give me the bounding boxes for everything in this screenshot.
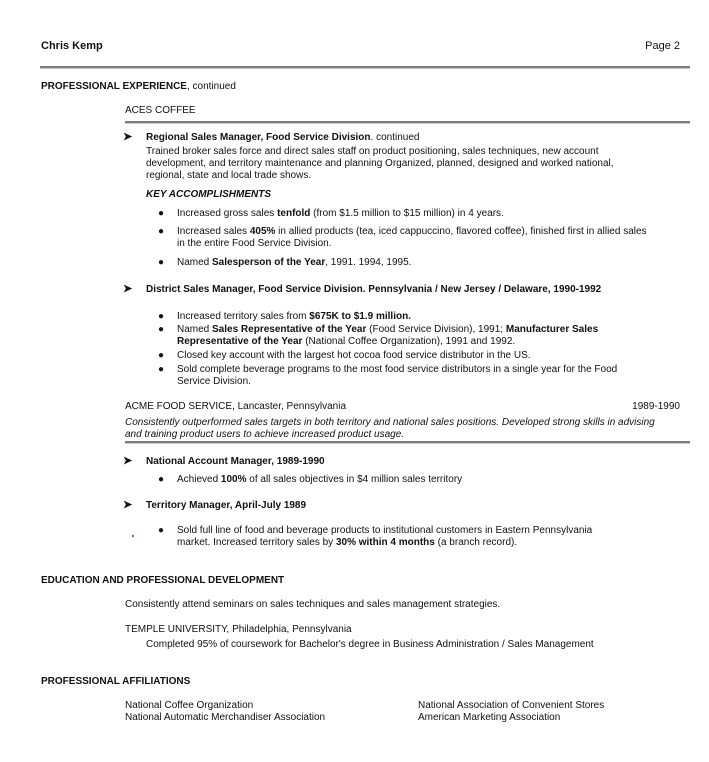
accomplishment-item (177, 324, 632, 348)
school-location: , Philadelphia, Pennsylvania (226, 624, 352, 635)
item-highlight: 100% (220, 474, 247, 485)
arrow-bullet-icon: ➤ (123, 131, 133, 143)
item-text: Increased gross sales (177, 208, 278, 219)
bullet-dot-icon: ● (158, 311, 165, 322)
accomplishment-item (177, 474, 647, 486)
bullet-dot-icon: ● (158, 257, 165, 268)
arrow-bullet-icon: ➤ (123, 455, 133, 467)
accomplishments-heading: KEY ACCOMPLISHMENTS (146, 189, 272, 200)
item-text: , 1991. 1994, 1995. (325, 257, 412, 268)
role-description: Trained broker sales force and direct sales staff on product positioning, sales techniques, new account development, and territory maintenance and planning Organized, planned, designed and worked national, regional, state and local trade shows. (146, 146, 614, 181)
bullet-dot-icon: ● (158, 350, 165, 361)
company-name-acme (125, 401, 346, 413)
company-divider-acme (125, 441, 690, 444)
affiliation-item: National Association of Convenient Stores (418, 700, 605, 711)
section-heading-affiliations: PROFESSIONAL AFFILIATIONS (41, 676, 191, 687)
section-heading-experience (41, 81, 236, 93)
item-text: Sold full line of food and beverage products to institutional customers in Eastern Pennsylvania market. Increased territory sales by (177, 525, 593, 548)
resume-owner-name: Chris Kemp (41, 40, 103, 52)
item-highlight: 405% (249, 226, 276, 237)
bullet-dot-icon: ● (158, 364, 165, 375)
item-highlight: $675K to $1.9 million. (309, 311, 411, 322)
role-title-regional-sales-manager (146, 132, 419, 144)
affiliation-item: American Marketing Association (418, 712, 561, 723)
accomplishment-item (177, 208, 647, 220)
role-title-territory-manager: Territory Manager, April-July 1989 (146, 500, 307, 511)
bullet-dot-icon: ● (158, 226, 165, 237)
item-highlight: tenfold (277, 208, 311, 219)
stray-mark (132, 535, 134, 537)
item-text: Increased territory sales from (177, 311, 310, 322)
item-text: of all sales objectives in $4 million sales territory (246, 474, 463, 485)
company-name-text: ACME FOOD SERVICE (125, 401, 233, 412)
header-divider (40, 66, 690, 69)
item-text: (National Coffee Organization), 1991 and 1992. (302, 336, 516, 347)
company-dates-acme: 1989-1990 (632, 401, 680, 412)
item-highlight: Salesperson of the Year (212, 257, 326, 268)
coursework-text: Completed 95% of coursework for Bachelor's degree in Business Administration / Sales Management (146, 639, 594, 650)
item-highlight: Manufacturer Sales Representative of the Year (177, 324, 599, 347)
school-line (125, 624, 352, 636)
bullet-dot-icon: ● (158, 525, 165, 536)
accomplishment-item (177, 226, 647, 250)
role-title-national-account-manager: National Account Manager, 1989-1990 (146, 456, 325, 467)
bullet-dot-icon: ● (158, 474, 165, 485)
item-highlight: 30% within 4 months (335, 537, 435, 548)
affiliation-item: National Automatic Merchandiser Association (125, 712, 326, 723)
bullet-dot-icon: ● (158, 324, 165, 335)
bullet-dot-icon: ● (158, 208, 165, 219)
company-divider-aces (125, 121, 690, 124)
accomplishment-item: Sold complete beverage programs to the most food service distributors in a single year for the Food Service Division. (177, 364, 618, 387)
role-title-text: Regional Sales Manager, Food Service Division (146, 132, 371, 143)
affiliation-item: National Coffee Organization (125, 700, 254, 711)
item-text: Increased sales (177, 226, 250, 237)
seminars-text: Consistently attend seminars on sales techniques and sales management strategies. (125, 599, 501, 610)
company-location: , Lancaster, Pennsylvania (232, 401, 347, 412)
company-summary-acme: Consistently outperformed sales targets in both territory and national sales positions. Developed strong skills in advising and training product users to achieve increased product usage. (125, 417, 655, 440)
company-name-aces: ACES COFFEE (125, 105, 196, 116)
role-title-suffix: . continued (370, 132, 420, 143)
item-text: Achieved (177, 474, 221, 485)
page-number: Page 2 (645, 40, 680, 52)
section-heading-experience-text: PROFESSIONAL EXPERIENCE (41, 81, 187, 92)
accomplishment-item (177, 311, 647, 323)
arrow-bullet-icon: ➤ (123, 499, 133, 511)
item-highlight: Sales Representative of the Year (212, 324, 367, 335)
item-text: (a branch record). (434, 537, 518, 548)
item-text: Named (177, 324, 213, 335)
section-heading-education: EDUCATION AND PROFESSIONAL DEVELOPMENT (41, 575, 285, 586)
section-heading-continued: , continued (186, 81, 236, 92)
school-name: TEMPLE UNIVERSITY (125, 624, 227, 635)
item-text: Named (177, 257, 213, 268)
item-text: (from $1.5 million to $15 million) in 4 years. (310, 208, 504, 219)
item-text: in allied products (tea, iced cappuccino, flavored coffee), finished first in allied sales in the entire Food Service Division. (177, 226, 647, 249)
role-title-district-sales-manager: District Sales Manager, Food Service Division. Pennsylvania / New Jersey / Delaware, 1990-1992 (146, 284, 602, 295)
accomplishment-item (177, 525, 622, 549)
arrow-bullet-icon: ➤ (123, 283, 133, 295)
accomplishment-item: Closed key account with the largest hot cocoa food service distributor in the US. (177, 350, 531, 361)
accomplishment-item (177, 257, 647, 269)
item-text: (Food Service Division), 1991; (366, 324, 506, 335)
